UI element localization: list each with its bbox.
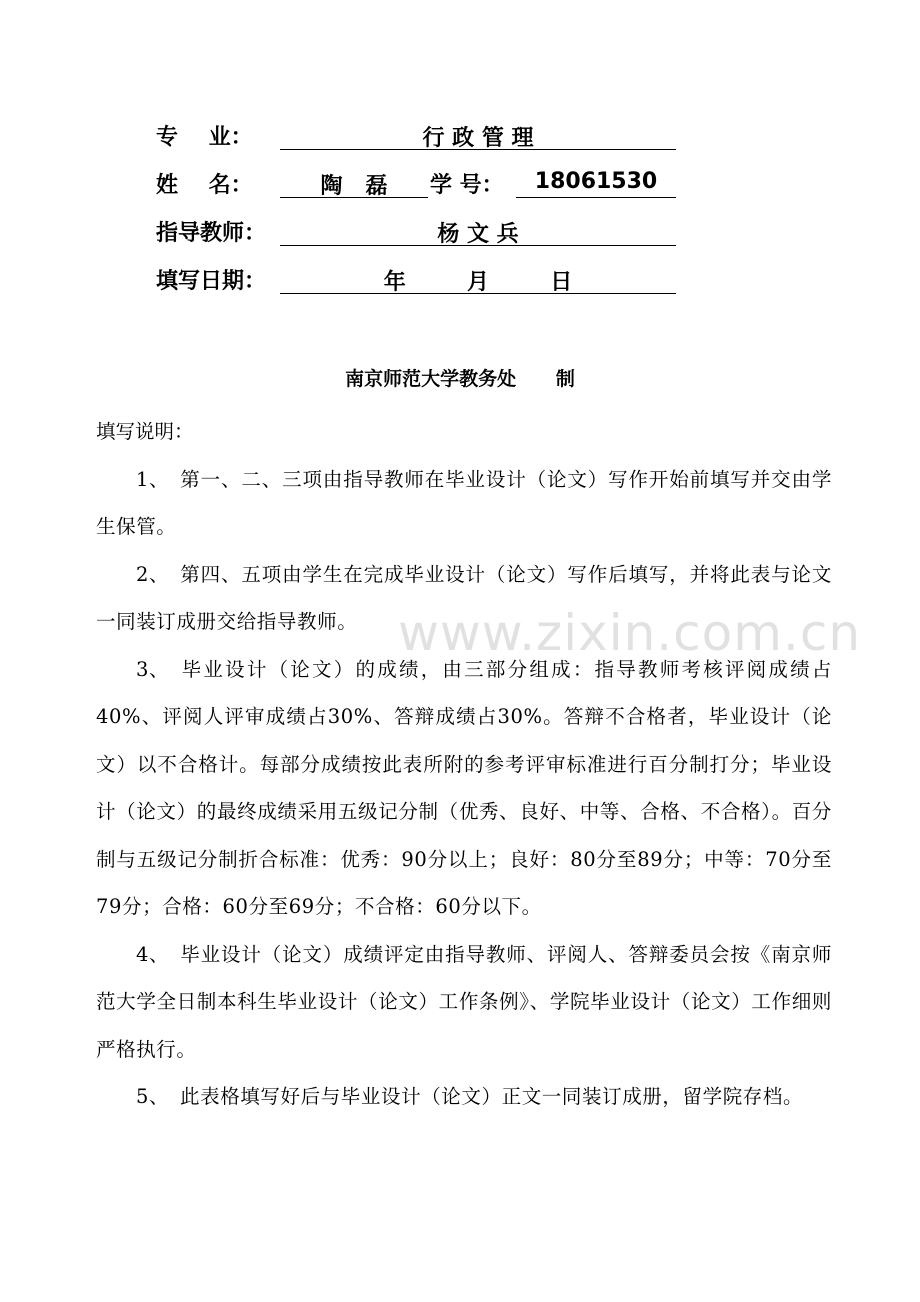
instructions-section (96, 408, 832, 1121)
instruction-number: 2、 (136, 562, 170, 586)
student-id-value: 18061530 (534, 169, 658, 194)
name-row (156, 164, 696, 198)
instruction-text: 毕业设计（论文）的成绩，由三部分组成：指导教师考核评阅成绩占40%、评阅人评审成绩占30%、答辩成绩占30%。答辩不合格者，毕业设计（论文）以不合格计。每部分成绩按此表所附的参考评审标准进行百分制打分；毕业设计（论文）的最终成绩采用五级记分制（优秀、良好、中等、合格、不合格）。百分制与五级记分制折合标准：优秀：90分以上；良好：80分至89分；中等：70分至79分；合格：60分至69分；不合格：60分以下。 (96, 657, 832, 918)
instruction-text: 毕业设计（论文）成绩评定由指导教师、评阅人、答辩委员会按《南京师范大学全日制本科生毕业设计（论文）工作条例》、学院毕业设计（论文）工作细则严格执行。 (96, 942, 832, 1061)
date-label: 填写日期： (156, 269, 267, 294)
instruction-text: 此表格填写好后与毕业设计（论文）正文一同装订成册，留学院存档。 (180, 1085, 804, 1108)
instruction-item (96, 551, 832, 646)
major-label: 专 业： (156, 125, 253, 150)
instruction-number: 5、 (136, 1085, 170, 1108)
major-row (156, 116, 696, 150)
instruction-number: 4、 (136, 942, 170, 966)
instruction-item (96, 646, 832, 931)
instruction-item (96, 1073, 832, 1121)
major-field (280, 119, 676, 150)
instructions-heading: 填写说明： (96, 420, 194, 443)
major-value: 行 政 管 理 (422, 126, 534, 151)
advisor-field (280, 215, 676, 246)
advisor-value: 杨 文 兵 (437, 222, 519, 247)
watermark: www.zixin.com.cn (398, 604, 862, 662)
instruction-number: 3、 (136, 657, 170, 681)
date-value: 年 月 日 (383, 270, 573, 295)
advisor-row (156, 212, 696, 246)
student-id-label: 学 号： (430, 173, 504, 198)
instruction-number: 1、 (136, 467, 170, 491)
student-id-field (516, 167, 676, 198)
name-value: 陶 磊 (320, 174, 388, 199)
advisor-label: 指导教师： (156, 221, 267, 246)
date-row (156, 260, 696, 294)
date-field (280, 263, 676, 294)
instruction-item (96, 931, 832, 1074)
instruction-item (96, 456, 832, 551)
issuer-line: 南京师范大学教务处 制 (345, 368, 575, 390)
instruction-text: 第一、二、三项由指导教师在毕业设计（论文）写作开始前填写并交由学生保管。 (96, 467, 832, 538)
instruction-text: 第四、五项由学生在完成毕业设计（论文）写作后填写，并将此表与论文一同装订成册交给指导教师。 (96, 562, 832, 633)
name-label: 姓 名： (156, 173, 253, 198)
name-field (280, 167, 428, 198)
